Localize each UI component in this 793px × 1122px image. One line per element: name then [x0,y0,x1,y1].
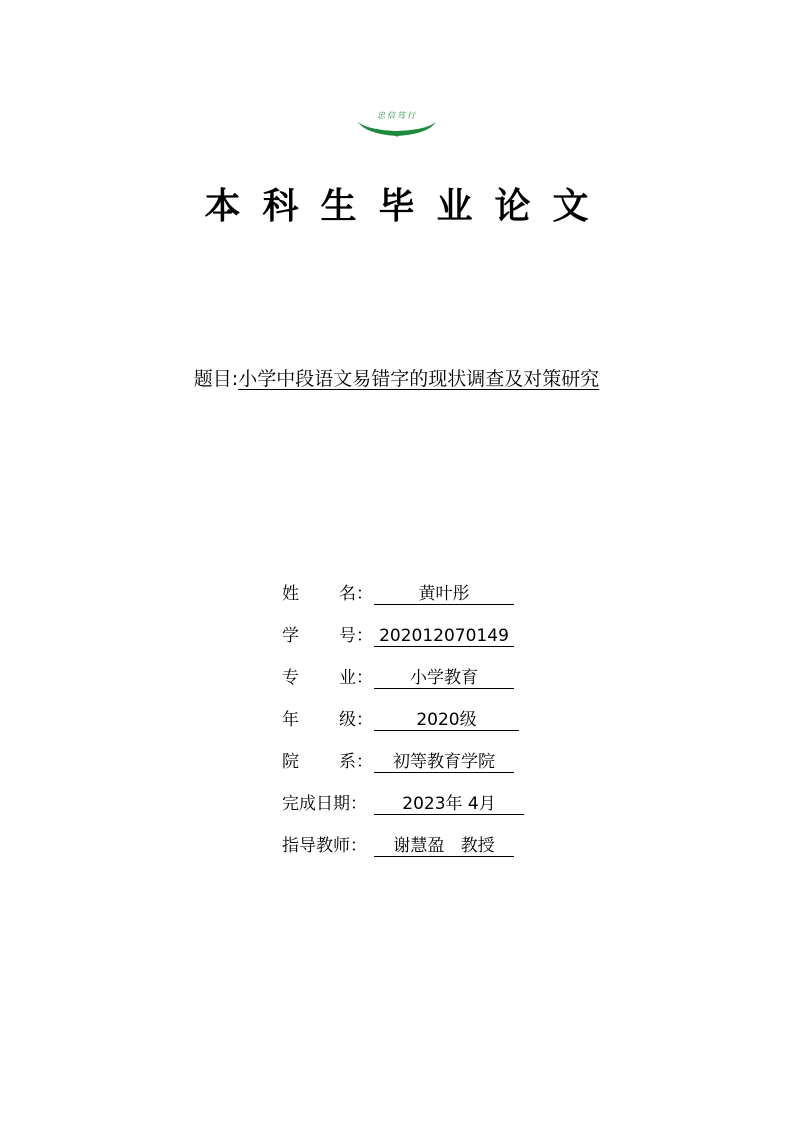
label-char: 系 [339,752,356,772]
label-char: 姓 [282,584,299,604]
info-label [282,580,373,608]
label-char: 院 [282,752,299,772]
label-char: 号 [339,626,356,646]
topic-value: 小学中段语文易错字的现状调查及对策研究 [238,368,600,390]
info-row-student-id [282,622,542,664]
thesis-title: 本科生毕业论文 [204,186,611,227]
topic-line [0,365,793,393]
label-char: 级 [339,710,356,730]
info-value: 2020级 [374,706,519,731]
info-value: 小学教育 [374,664,514,689]
info-label [282,790,374,818]
info-label [282,664,373,692]
laurel-icon [356,116,438,138]
label-char: 业 [339,668,356,688]
info-row-completion-date [282,790,542,832]
info-row-department [282,748,542,790]
label-text: 完成日期 [282,794,350,814]
label-colon: ： [356,626,373,646]
label-char: 年 [282,710,299,730]
info-value: 黄叶彤 [374,580,514,605]
label-char: 专 [282,668,299,688]
label-char: 名 [339,584,356,604]
info-value: 初等教育学院 [374,748,514,773]
label-colon: ： [350,794,367,814]
info-value: 谢慧盈 教授 [374,832,514,857]
label-colon: ： [350,836,367,856]
logo-text: 忠信笃行 [377,111,417,120]
info-row-major [282,664,542,706]
label-colon: ： [356,710,373,730]
info-label [282,832,374,860]
info-label [282,706,373,734]
label-colon: ： [356,584,373,604]
info-label [282,622,373,650]
label-char: 学 [282,626,299,646]
info-row-advisor [282,832,542,874]
university-logo [356,110,438,136]
info-label [282,748,373,776]
info-table [282,580,542,874]
label-colon: ： [356,668,373,688]
info-value: 2023年 4月 [374,790,524,815]
topic-label: 题目: [193,368,239,390]
label-text: 指导教师 [282,836,350,856]
label-colon: ： [356,752,373,772]
info-value: 202012070149 [374,622,514,647]
info-row-grade [282,706,542,748]
info-row-name [282,580,542,622]
